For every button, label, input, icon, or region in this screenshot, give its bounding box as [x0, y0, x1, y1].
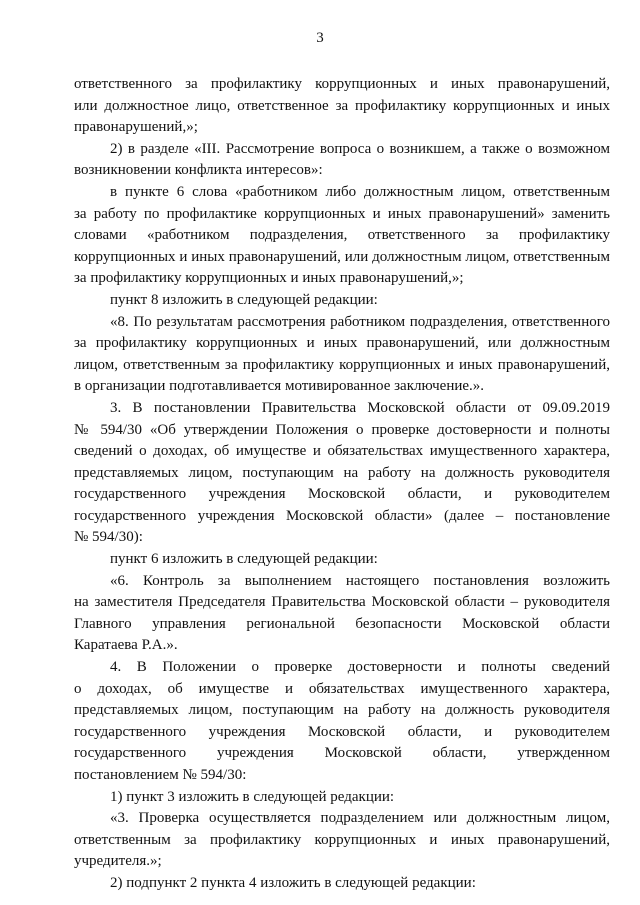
text-line: или должностное лицо, ответственное за профилактику коррупционных и иных — [74, 97, 610, 114]
text-line: учредителя.»; — [74, 853, 162, 870]
text-line: «3. Проверка осуществляется подразделением или должностным лицом, — [110, 810, 610, 827]
text-line: пункт 6 изложить в следующей редакции: — [110, 551, 378, 568]
text-line: 2) в разделе «III. Рассмотрение вопроса о возникшем, а также о возможном — [110, 140, 610, 157]
text-line: лицом, ответственным за профилактику коррупционных и иных правонарушений, — [74, 356, 610, 373]
text-line: Каратаева Р.А.». — [74, 637, 178, 654]
text-line: за работу по профилактике коррупционных и иных правонарушений» заменить — [74, 205, 610, 222]
text-line: государственного учреждения Московской области, и руководителем — [74, 486, 610, 503]
text-line: «6. Контроль за выполнением настоящего постановления возложить — [110, 572, 610, 589]
text-line: за профилактику коррупционных и иных правонарушений, или должностным — [74, 335, 610, 352]
text-line: ответственного за профилактику коррупционных и иных правонарушений, — [74, 76, 610, 92]
text-line: возникновении конфликта интересов»: — [74, 162, 323, 179]
text-line: представляемых лицом, поступающим на работу на должность руководителя — [74, 702, 610, 719]
text-line: «8. По результатам рассмотрения работником подразделения, ответственного — [110, 313, 610, 330]
text-line: № 594/30 «Об утверждении Положения о проверке достоверности и полноты — [74, 421, 610, 438]
text-line: коррупционных и иных правонарушений, или должностным лицом, ответственным — [74, 248, 610, 265]
document-body — [74, 74, 610, 895]
text-line: государственного учреждения Московской области, и руководителем — [74, 723, 610, 740]
text-line: № 594/30): — [74, 529, 143, 546]
page-number: 3 — [316, 30, 324, 46]
text-line: словами «работником подразделения, ответственного за профилактику — [74, 227, 610, 244]
text-line: в пункте 6 слова «работником либо должностным лицом, ответственным — [110, 183, 610, 200]
text-line: представляемых лицом, поступающим на работу на должность руководителя — [74, 464, 610, 481]
text-line: постановлением № 594/30: — [74, 767, 247, 783]
text-line: ответственным за профилактику коррупционных и иных правонарушений, — [74, 831, 610, 848]
text-line: правонарушений,»; — [74, 119, 198, 136]
text-line: государственного учреждения Московской области, утвержденном — [74, 745, 610, 762]
text-line: 3. В постановлении Правительства Московской области от 09.09.2019 — [110, 399, 610, 416]
text-line: за профилактику коррупционных и иных правонарушений,»; — [74, 270, 464, 287]
text-line: 2) подпункт 2 пункта 4 изложить в следующей редакции: — [110, 874, 476, 891]
text-line: сведений о доходах, об имуществе и обязательствах имущественного характера, — [74, 443, 610, 460]
text-line: государственного учреждения Московской области» (далее – постановление — [74, 507, 610, 524]
text-line: на заместителя Председателя Правительства Московской области – руководителя — [74, 594, 610, 611]
text-line: 4. В Положении о проверке достоверности и полноты сведений — [110, 659, 610, 676]
text-line: в организации подготавливается мотивированное заключение.». — [74, 378, 485, 395]
text-line: Главного управления региональной безопасности Московской области — [74, 615, 610, 632]
text-line: о доходах, об имуществе и обязательствах имущественного характера, — [74, 680, 610, 697]
text-line: 1) пункт 3 изложить в следующей редакции: — [110, 788, 395, 805]
text-line: пункт 8 изложить в следующей редакции: — [110, 291, 378, 308]
